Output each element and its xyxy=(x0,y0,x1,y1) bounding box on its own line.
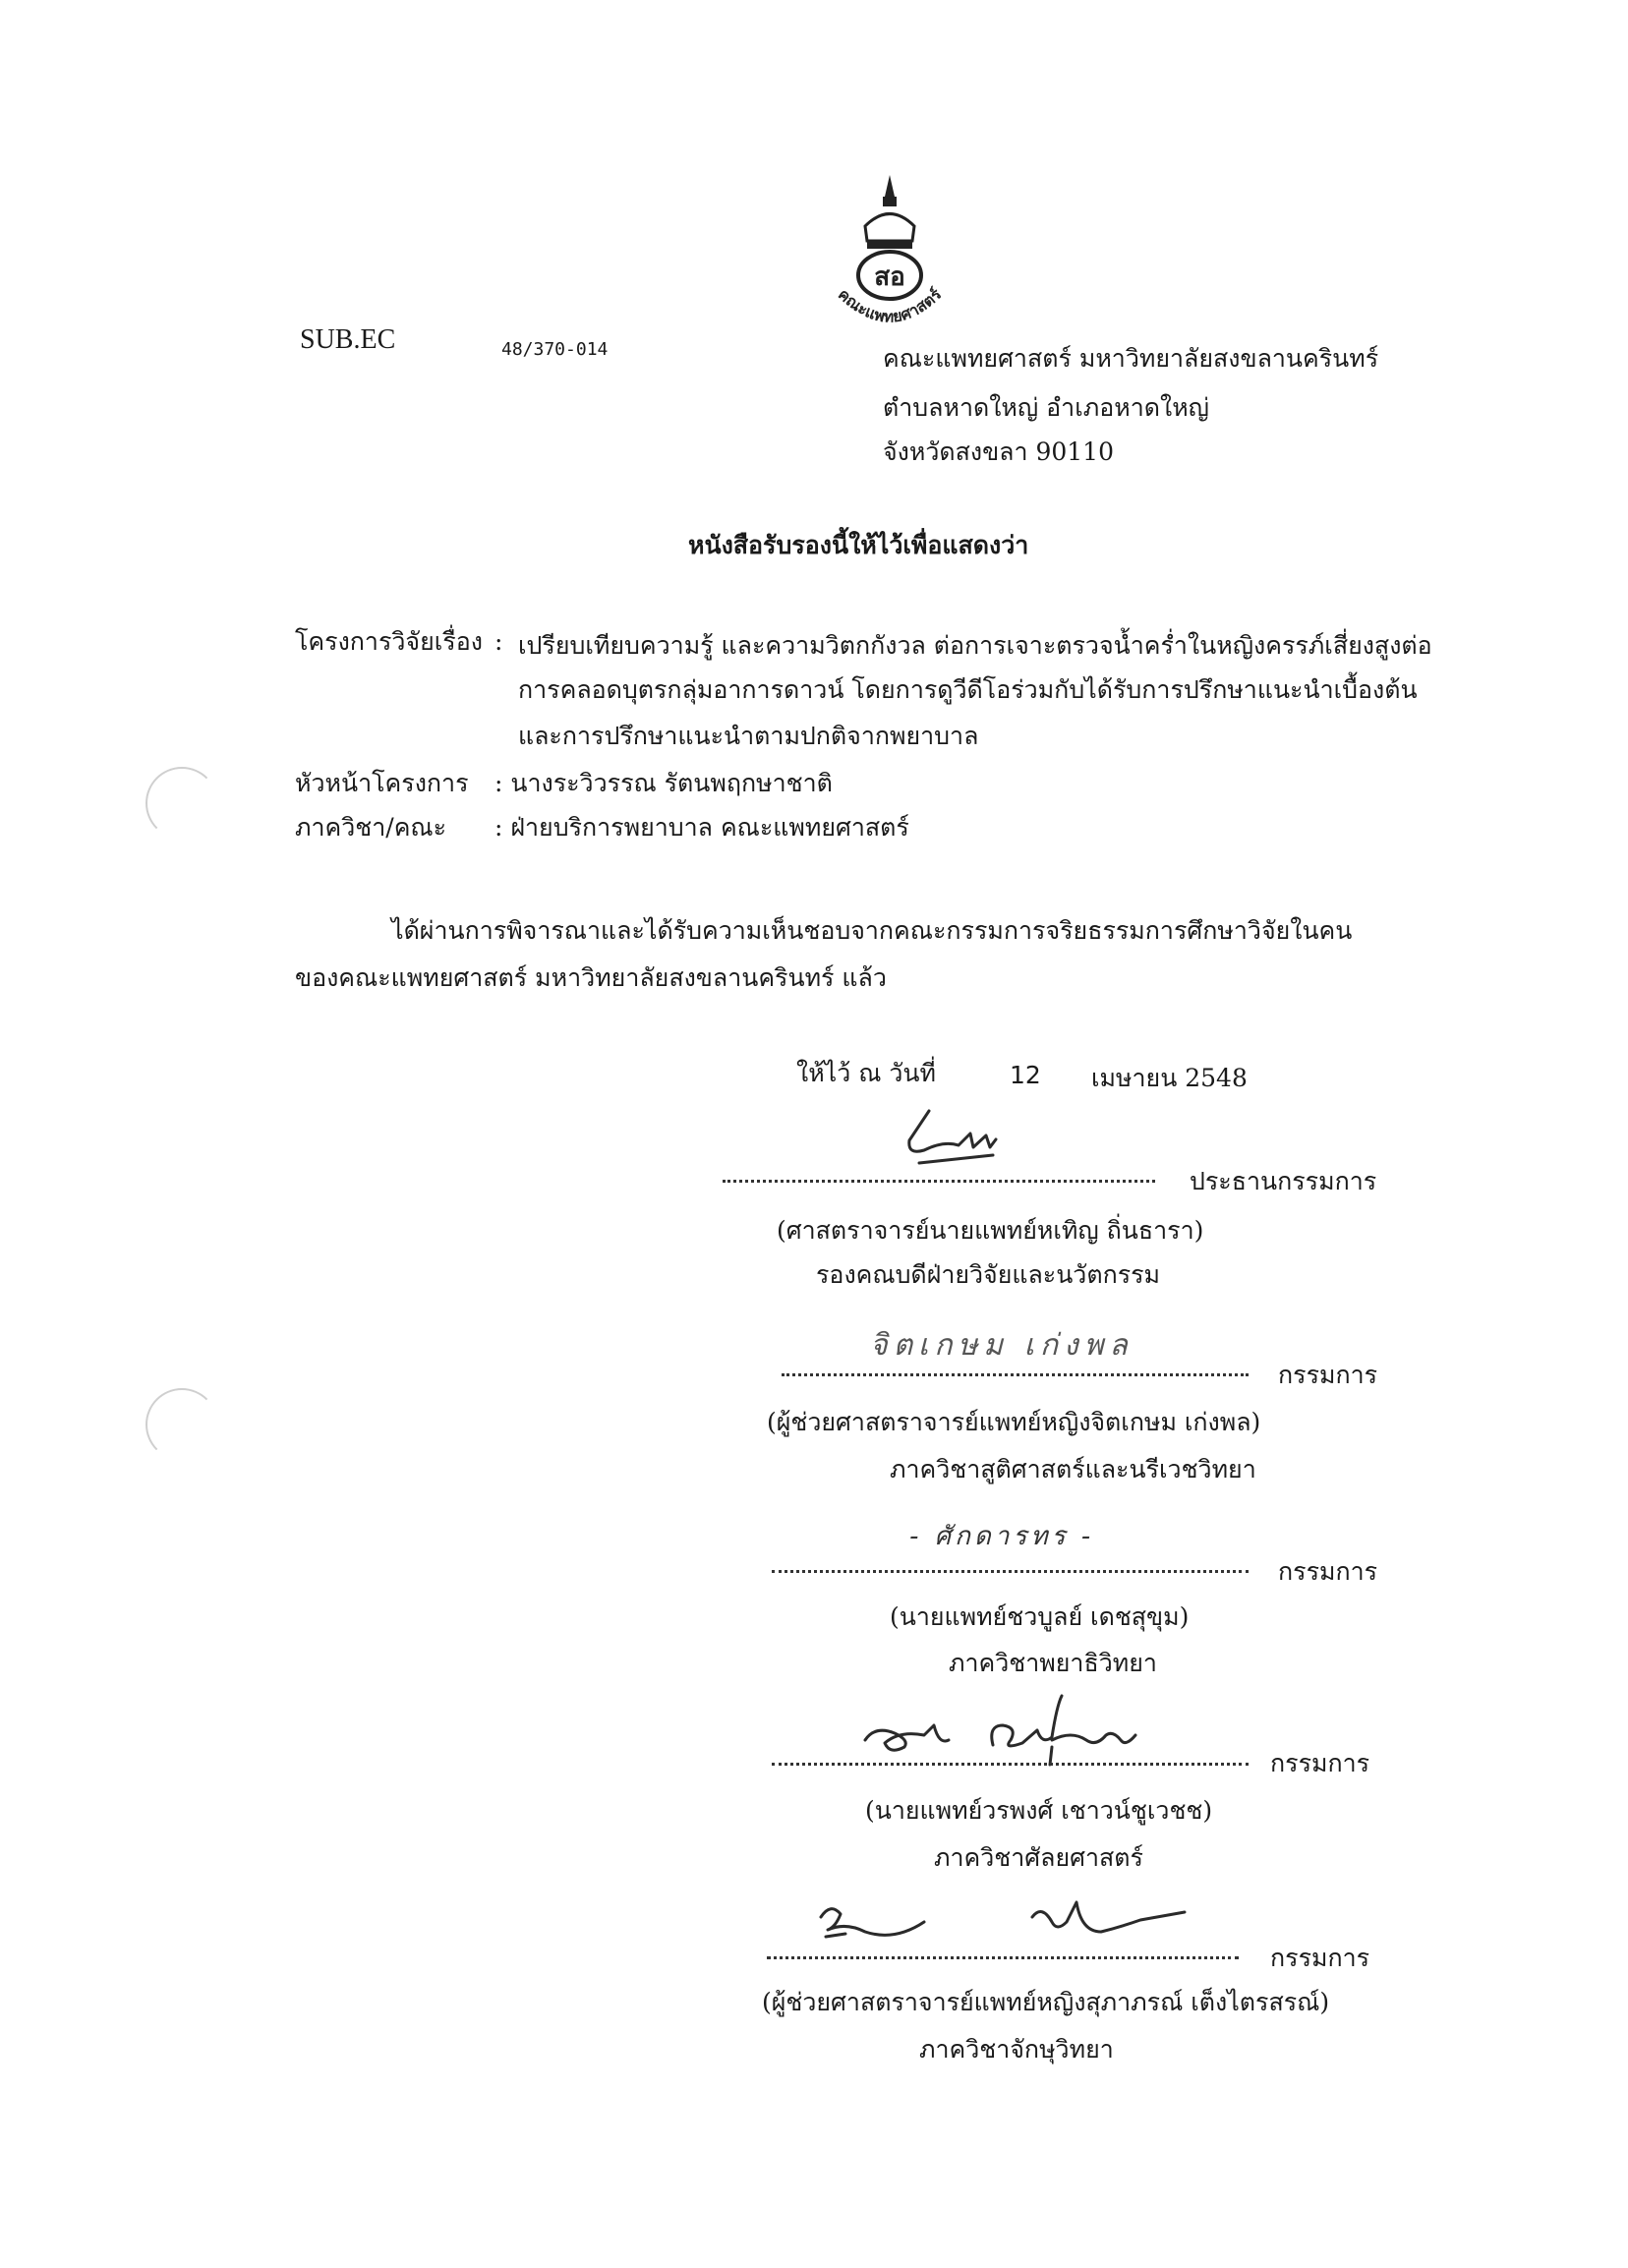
signature-line-member-1 xyxy=(782,1373,1249,1376)
member-3-signature xyxy=(855,1686,1170,1774)
binder-hole-top xyxy=(145,767,218,840)
member-2-position: ภาควิชาพยาธิวิทยา xyxy=(949,1649,1157,1677)
document-code: SUB.EC xyxy=(300,324,396,355)
binder-hole-bottom xyxy=(145,1388,218,1461)
chairman-name: (ศาสตราจารย์นายแพทย์หเทิญ ถิ่นธารา) xyxy=(777,1216,1204,1245)
seal-text: คณะแพทยศาสตร์ xyxy=(834,284,946,324)
member-4-role: กรรมการ xyxy=(1270,1944,1370,1972)
project-colon: : xyxy=(494,627,503,656)
member-4-name: (ผู้ช่วยศาสตราจารย์แพทย์หญิงสุภาภรณ์ เต็งไตรสรณ์) xyxy=(762,1988,1330,2016)
chairman-signature xyxy=(900,1096,1008,1175)
approval-text-line-1: ได้ผ่านการพิจารณาและได้รับความเห็นชอบจากคณะกรรมการจริยธรรมการศึกษาวิจัยในคน xyxy=(391,916,1353,945)
faculty-seal-logo xyxy=(806,167,973,324)
project-title-line-1: เปรียบเทียบความรู้ และความวิตกกังวล ต่อการเจาะตรวจน้ำคร่ำในหญิงครรภ์เสี่ยงสูงต่อ xyxy=(518,631,1432,660)
member-1-position: ภาควิชาสูติศาสตร์และนรีเวชวิทยา xyxy=(890,1455,1256,1483)
head-value: : นางระวิวรรณ รัตนพฤกษาชาติ xyxy=(494,769,833,797)
address-line-3: จังหวัดสงขลา 90110 xyxy=(883,437,1114,466)
svg-text:สอ: สอ xyxy=(874,262,905,292)
project-label: โครงการวิจัยเรื่อง xyxy=(295,627,483,656)
address-line-1: คณะแพทยศาสตร์ มหาวิทยาลัยสงขลานครินทร์ xyxy=(883,344,1379,373)
date-day: 12 xyxy=(1010,1061,1041,1089)
member-2-role: กรรมการ xyxy=(1278,1557,1378,1586)
chairman-role: ประธานกรรมการ xyxy=(1190,1167,1377,1195)
approval-text-line-2: ของคณะแพทยศาสตร์ มหาวิทยาลัยสงขลานครินทร์ แล้ว xyxy=(295,963,887,992)
member-4-position: ภาควิชาจักษุวิทยา xyxy=(919,2035,1114,2064)
certificate-title: หนังสือรับรองนี้ให้ไว้เพื่อแสดงว่า xyxy=(688,531,1029,559)
member-3-position: ภาควิชาศัลยศาสตร์ xyxy=(934,1843,1143,1872)
project-title-line-3: และการปรึกษาแนะนำตามปกติจากพยาบาล xyxy=(518,722,979,750)
member-1-role: กรรมการ xyxy=(1278,1361,1378,1389)
signature-line-member-3 xyxy=(772,1763,1249,1766)
department-value: : ฝ่ายบริการพยาบาล คณะแพทยศาสตร์ xyxy=(494,813,909,842)
department-label: ภาควิชา/คณะ xyxy=(295,813,447,842)
member-3-role: กรรมการ xyxy=(1270,1749,1370,1777)
member-2-name: (นายแพทย์ชวบูลย์ เดชสุขุม) xyxy=(890,1602,1190,1631)
signature-line-member-2 xyxy=(772,1570,1249,1573)
signature-line-member-4 xyxy=(767,1956,1239,1959)
member-2-signature: - ศักดารทร - xyxy=(909,1522,1095,1551)
address-line-2: ตำบลหาดใหญ่ อำเภอหาดใหญ่ xyxy=(883,393,1209,422)
member-3-name: (นายแพทย์วรพงศ์ เชาวน์ชูเวชช) xyxy=(865,1796,1213,1825)
project-title-line-2: การคลอดบุตรกลุ่มอาการดาวน์ โดยการดูวีดีโอร่วมกับได้รับการปรึกษาแนะนำเบื้องต้น xyxy=(518,675,1418,704)
chairman-position: รองคณบดีฝ่ายวิจัยและนวัตกรรม xyxy=(816,1260,1161,1289)
member-4-signature xyxy=(806,1892,1199,1961)
head-label: หัวหน้าโครงการ xyxy=(295,769,469,797)
member-1-name: (ผู้ช่วยศาสตราจารย์แพทย์หญิงจิตเกษม เก่งพล) xyxy=(767,1408,1261,1436)
date-prefix: ให้ไว้ ณ วันที่ xyxy=(796,1059,936,1087)
date-month-year: เมษายน 2548 xyxy=(1091,1064,1248,1092)
signature-line-chairman xyxy=(723,1180,1155,1183)
member-1-signature: จิตเกษม เก่งพล xyxy=(870,1328,1134,1363)
reference-number: 48/370-014 xyxy=(501,339,609,360)
